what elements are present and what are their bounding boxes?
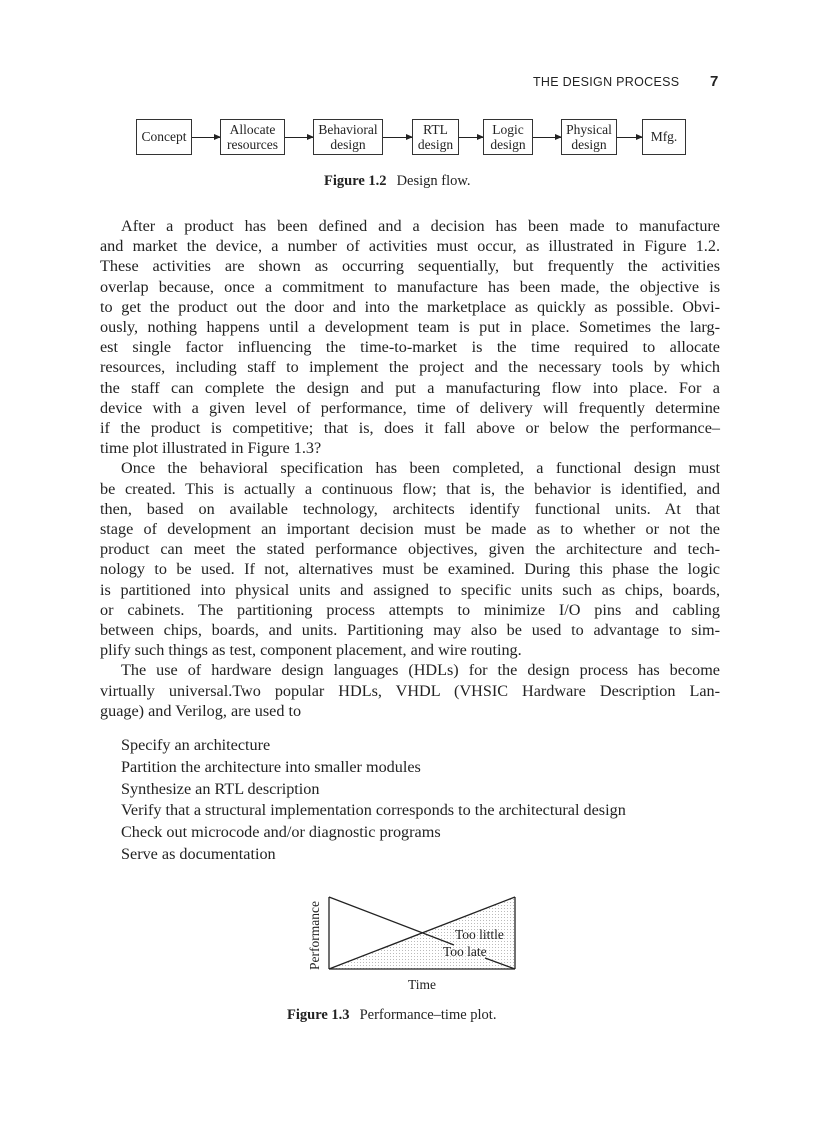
caption-label: Figure 1.3 (287, 1007, 350, 1023)
arrow (383, 137, 412, 138)
paragraph-line: be created. This is actually a continuous flow; that is, the behavior is identified, and (100, 479, 720, 498)
paragraph-line: Once the behavioral specification has been completed, a functional design must (121, 459, 720, 478)
figure-1-2-caption (324, 173, 471, 190)
paragraph-line: between chips, boards, and units. Partitioning may also be used to advantage to sim- (100, 621, 720, 639)
list-item: Partition the architecture into smaller modules (121, 757, 421, 776)
paragraph-line: time plot illustrated in Figure 1.3? (100, 439, 322, 458)
paragraph-line: the staff can complete the design and put a manufacturing flow into place. For a (100, 378, 720, 397)
paragraph-line: ously, nothing happens until a development team is put in place. Sometimes the larg- (100, 318, 720, 336)
paragraph-line: to get the product out the door and into the marketplace as quickly as possible. Obvi- (100, 297, 720, 316)
caption-text: Design flow. (396, 173, 471, 189)
falling-line (329, 897, 454, 945)
list-item: Serve as documentation (121, 845, 276, 863)
paragraph-line: virtually universal.Two popular HDLs, VHDL (VHSIC Hardware Description Lan- (100, 681, 720, 700)
figure-1-3-caption (287, 1007, 496, 1024)
arrow (285, 137, 313, 138)
flow-box-allocate (220, 119, 285, 155)
caption-label: Figure 1.2 (324, 173, 387, 189)
paragraph-line: These activities are shown as occurring sequentially, but frequently the activities (100, 257, 720, 276)
paragraph-line: guage) and Verilog, are used to (100, 701, 302, 720)
paragraph-line: est single factor influencing the time-to-market is the time required to allocate (100, 338, 720, 357)
box-label: Physical (566, 121, 612, 137)
paragraph-line: After a product has been defined and a decision has been made to manufacture (121, 217, 720, 235)
box-label: design (490, 137, 526, 152)
box-label: design (417, 137, 454, 152)
box-label: Mfg. (650, 129, 678, 145)
paragraph-line: and market the device, a number of activities must occur, as illustrated in Figure 1.2. (100, 237, 720, 256)
box-label: resources (227, 137, 278, 152)
box-label: design (330, 137, 366, 152)
design-flow-diagram (0, 119, 816, 159)
box-label: Logic (492, 121, 524, 137)
paragraph-line: stage of development an important decision must be made as to whether or not the (100, 520, 720, 538)
arrow (192, 137, 220, 138)
flow-box-concept (136, 119, 192, 155)
list-item: Specify an architecture (121, 736, 271, 754)
paragraph-line: if the product is competitive; that is, does it fall above or below the performance– (100, 419, 720, 437)
list-item: Synthesize an RTL description (121, 779, 320, 798)
paragraph-line: is partitioned into physical units and assigned to specific units such as chips, boards, (100, 580, 720, 599)
flow-box-physical (561, 119, 617, 155)
paragraph-line: nology to be used. If not, alternatives must be examined. During this phase the logic (100, 560, 720, 579)
flow-box-rtl (412, 119, 459, 155)
arrow (533, 137, 561, 138)
box-label: Behavioral (318, 121, 378, 137)
flow-box-behavioral (313, 119, 383, 155)
too-little-label: Too little (455, 927, 504, 942)
arrow (617, 137, 642, 138)
flow-box-logic (483, 119, 533, 155)
paragraph-line: device with a given level of performance, time of delivery will frequently determine (100, 398, 720, 417)
y-axis-label: Performance (307, 901, 322, 970)
box-label: design (571, 137, 607, 152)
box-label: Concept (141, 129, 187, 145)
paragraph-line: plify such things as test, component placement, and wire routing. (100, 641, 522, 660)
x-axis-label: Time (408, 977, 437, 992)
box-label: Allocate (229, 121, 276, 137)
flow-box-mfg (642, 119, 686, 155)
paragraph-line: then, based on available technology, architects identify functional units. At that (100, 499, 720, 518)
too-late-label: Too late (443, 944, 487, 959)
list-item: Verify that a structural implementation corresponds to the architectural design (121, 801, 626, 820)
performance-time-plot (300, 890, 540, 1000)
paragraph-line: or cabinets. The partitioning process attempts to minimize I/O pins and cabling (100, 600, 720, 619)
paragraph-line: The use of hardware design languages (HDLs) for the design process has become (121, 661, 720, 680)
paragraph-line: resources, including staff to implement the project and the necessary tools by which (100, 358, 720, 377)
paragraph-line: product can meet the stated performance objectives, given the architecture and tech- (100, 540, 720, 559)
running-header: THE DESIGN PROCESS (533, 75, 680, 89)
paragraph-line: overlap because, once a commitment to manufacture has been made, the objective is (100, 277, 720, 296)
list-item: Check out microcode and/or diagnostic programs (121, 823, 441, 842)
caption-text: Performance–time plot. (359, 1007, 497, 1023)
page-number: 7 (710, 73, 719, 90)
arrow (459, 137, 483, 138)
box-label: RTL (423, 121, 448, 137)
